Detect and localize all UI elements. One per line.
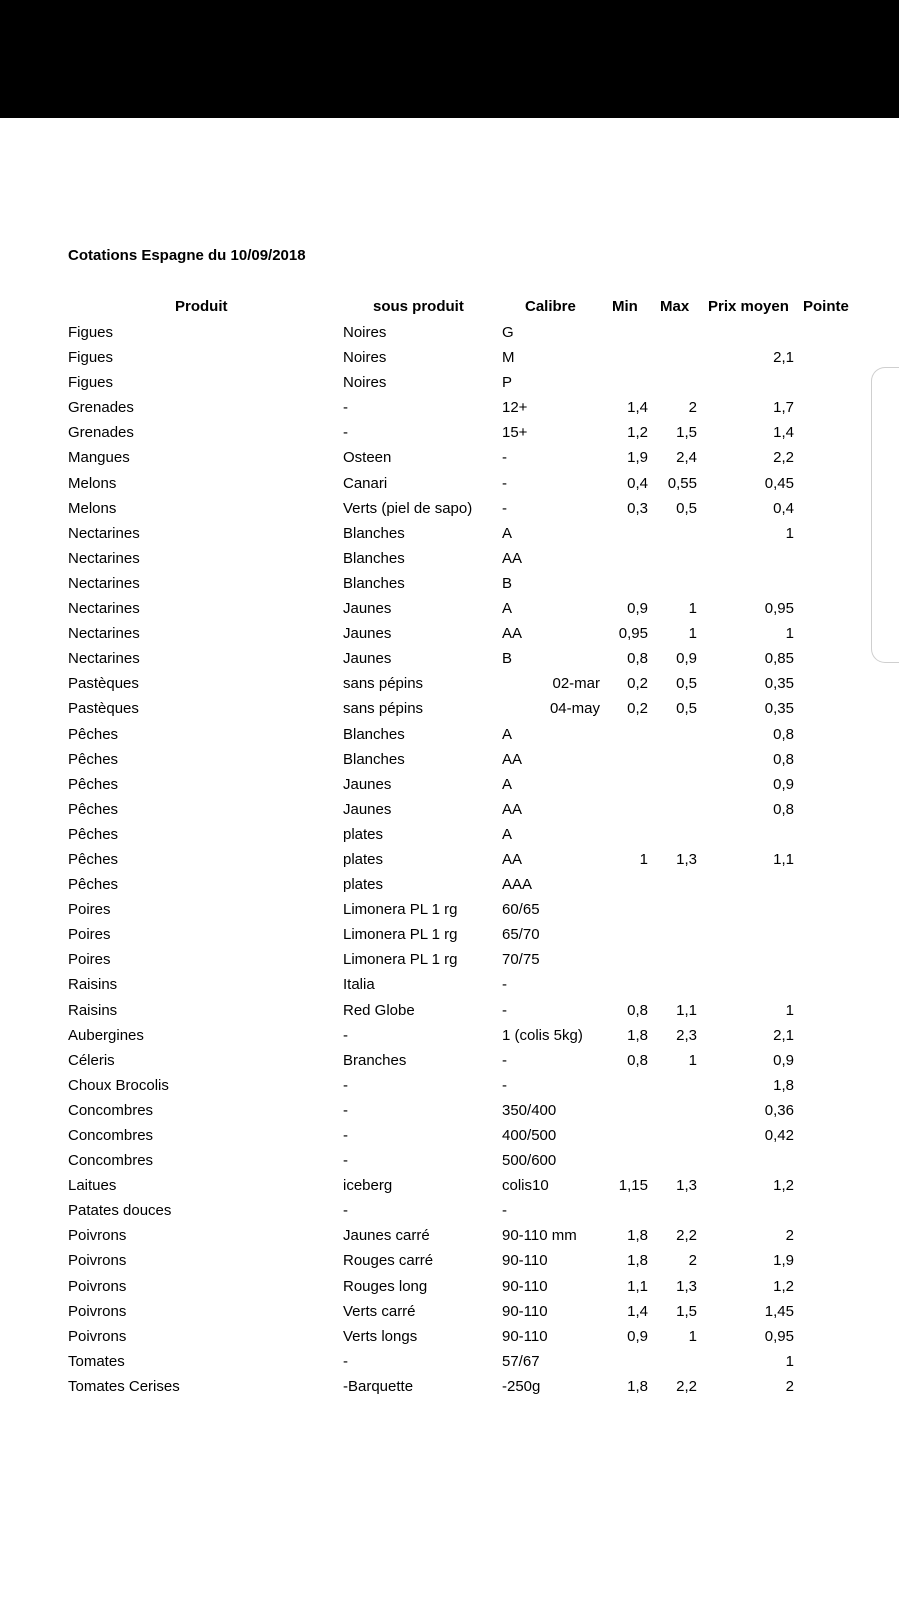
cell-prix-moyen: 1,2 <box>773 1177 794 1195</box>
table-row <box>0 1123 899 1148</box>
cell-sous-produit: - <box>343 1202 348 1220</box>
cell-calibre: AAA <box>502 876 533 894</box>
cell-sous-produit: Jaunes <box>343 650 392 668</box>
cell-calibre: 65/70 <box>502 926 540 944</box>
cell-sous-produit: Jaunes <box>343 775 392 793</box>
cell-sous-produit: - <box>343 424 348 442</box>
table-row <box>0 998 899 1023</box>
table-row <box>0 1223 899 1248</box>
cell-produit: Pastèques <box>68 700 139 718</box>
cell-produit: Melons <box>68 474 117 492</box>
cell-max: 2 <box>688 399 697 417</box>
table-row <box>0 671 899 696</box>
cell-produit: Melons <box>68 499 117 517</box>
table-row <box>0 496 899 521</box>
table-row <box>0 1023 899 1048</box>
cell-prix-moyen: 1,8 <box>773 1076 794 1094</box>
cell-prix-moyen: 2,1 <box>773 349 794 367</box>
cell-min: 1,8 <box>627 1227 648 1245</box>
cell-sous-produit: Branches <box>343 1051 407 1069</box>
cell-sous-produit: Noires <box>343 374 387 392</box>
cell-sous-produit: Verts carré <box>343 1302 416 1320</box>
cell-calibre: -250g <box>502 1377 541 1395</box>
cell-calibre: - <box>502 1051 507 1069</box>
header-prix-moyen: Prix moyen <box>708 298 789 315</box>
cell-sous-produit: sans pépins <box>343 700 424 718</box>
cell-produit: Nectarines <box>68 650 140 668</box>
table-row <box>0 471 899 496</box>
table-row <box>0 1098 899 1123</box>
cell-min: 0,95 <box>618 625 648 643</box>
cell-produit: Grenades <box>68 424 134 442</box>
cell-calibre: B <box>502 650 513 668</box>
cell-sous-produit: Rouges long <box>343 1277 428 1295</box>
cell-calibre: 500/600 <box>502 1152 557 1170</box>
cell-prix-moyen: 0,95 <box>764 1327 794 1345</box>
table-row <box>0 1349 899 1374</box>
cell-calibre: AA <box>502 750 523 768</box>
cell-produit: Pêches <box>68 750 119 768</box>
cell-max: 1 <box>688 1327 697 1345</box>
cell-calibre: 90-110 <box>502 1327 548 1345</box>
cell-sous-produit: - <box>343 1026 348 1044</box>
table-row <box>0 696 899 721</box>
cell-sous-produit: plates <box>343 876 384 894</box>
cell-max: 2,4 <box>676 449 697 467</box>
cell-produit: Pêches <box>68 876 119 894</box>
cell-calibre: 12+ <box>502 399 528 417</box>
cell-min: 0,2 <box>627 675 648 693</box>
cell-sous-produit: - <box>343 1352 348 1370</box>
cell-calibre: A <box>502 775 513 793</box>
table-row <box>0 972 899 997</box>
table-row <box>0 370 899 395</box>
cell-calibre: 90-110 mm <box>502 1227 577 1245</box>
cell-produit: Pêches <box>68 775 119 793</box>
price-table-body <box>0 320 899 1399</box>
table-row <box>0 596 899 621</box>
cell-calibre: G <box>502 324 514 341</box>
cell-max: 1,3 <box>676 850 697 868</box>
cell-prix-moyen: 1 <box>785 1352 794 1370</box>
cell-min: 1,4 <box>627 1302 648 1320</box>
cell-sous-produit: Verts (piel de sapo) <box>343 499 473 517</box>
cell-prix-moyen: 0,42 <box>764 1127 794 1144</box>
cell-calibre: - <box>502 1202 507 1220</box>
table-row <box>0 1048 899 1073</box>
table-row <box>0 546 899 571</box>
header-calibre: Calibre <box>525 298 576 315</box>
cell-produit: Poivrons <box>68 1277 127 1295</box>
cell-min: 1,9 <box>627 449 648 467</box>
document-title: Cotations Espagne du 10/09/2018 <box>68 247 306 264</box>
table-row <box>0 1148 899 1173</box>
cell-produit: Pêches <box>68 725 119 743</box>
cell-max: 1 <box>688 625 697 643</box>
cell-max: 1,5 <box>676 1302 697 1320</box>
cell-min: 0,8 <box>627 650 648 668</box>
cell-produit: Poires <box>68 951 111 969</box>
cell-calibre: AA <box>502 625 523 643</box>
cell-prix-moyen: 1,1 <box>773 850 794 868</box>
header-produit: Produit <box>175 298 228 315</box>
table-row <box>0 847 899 872</box>
cell-calibre: B <box>502 574 513 592</box>
cell-prix-moyen: 0,8 <box>773 800 794 818</box>
cell-calibre: 90-110 <box>502 1277 548 1295</box>
cell-max: 0,55 <box>667 474 697 492</box>
cell-max: 2,3 <box>676 1026 697 1044</box>
cell-prix-moyen: 1 <box>785 524 794 542</box>
cell-max: 0,5 <box>676 675 697 693</box>
cell-sous-produit: plates <box>343 825 384 843</box>
cell-sous-produit: Blanches <box>343 524 405 542</box>
cell-calibre: - <box>502 474 507 492</box>
cell-min: 1,1 <box>627 1277 648 1295</box>
cell-min: 0,8 <box>627 1051 648 1069</box>
cell-produit: Poires <box>68 926 111 944</box>
table-row <box>0 1374 899 1399</box>
cell-max: 1,5 <box>676 424 697 442</box>
cell-min: 1,8 <box>627 1026 648 1044</box>
cell-max: 1 <box>688 600 697 618</box>
cell-sous-produit: Blanches <box>343 750 405 768</box>
cell-produit: Poivrons <box>68 1302 127 1320</box>
cell-prix-moyen: 1,2 <box>773 1277 794 1295</box>
cell-calibre: A <box>502 825 513 843</box>
cell-max: 2 <box>688 1252 697 1270</box>
cell-produit: Céleris <box>68 1051 115 1069</box>
cell-sous-produit: Jaunes <box>343 600 392 618</box>
cell-prix-moyen: 2,1 <box>773 1026 794 1044</box>
cell-calibre: 70/75 <box>502 951 540 969</box>
cell-sous-produit: iceberg <box>343 1177 393 1195</box>
cell-prix-moyen: 2 <box>785 1377 794 1395</box>
table-row <box>0 922 899 947</box>
cell-min: 1,4 <box>627 399 648 417</box>
cell-calibre: - <box>502 1076 507 1094</box>
cell-sous-produit: Red Globe <box>343 1001 415 1019</box>
cell-produit: Poivrons <box>68 1227 127 1245</box>
cell-min: 0,2 <box>627 700 648 718</box>
cell-sous-produit: Osteen <box>343 449 392 467</box>
cell-produit: Tomates <box>68 1352 125 1370</box>
cell-prix-moyen: 2,2 <box>773 449 794 467</box>
cell-max: 0,5 <box>676 700 697 718</box>
cell-max: 2,2 <box>676 1227 697 1245</box>
cell-sous-produit: Jaunes <box>343 625 392 643</box>
cell-sous-produit: Blanches <box>343 549 405 567</box>
cell-calibre: - <box>502 1001 507 1019</box>
table-row <box>0 872 899 897</box>
cell-produit: Figues <box>68 349 114 367</box>
table-row <box>0 772 899 797</box>
header-sous-produit: sous produit <box>373 298 464 315</box>
cell-sous-produit: Limonera PL 1 rg <box>343 951 458 969</box>
cell-calibre: A <box>502 725 513 743</box>
cell-produit: Poivrons <box>68 1252 127 1270</box>
cell-min: 1,15 <box>618 1177 648 1195</box>
cell-calibre: 90-110 <box>502 1252 548 1270</box>
cell-min: 1,8 <box>627 1252 648 1270</box>
cell-produit: Figues <box>68 324 114 341</box>
cell-calibre: 350/400 <box>502 1101 557 1119</box>
table-row <box>0 420 899 445</box>
cell-prix-moyen: 1,45 <box>764 1302 794 1320</box>
cell-prix-moyen: 0,95 <box>764 600 794 618</box>
cell-prix-moyen: 1,9 <box>773 1252 794 1270</box>
cell-prix-moyen: 1 <box>785 1001 794 1019</box>
cell-min: 0,8 <box>627 1001 648 1019</box>
cell-min: 1,8 <box>627 1377 648 1395</box>
cell-produit: Mangues <box>68 449 130 467</box>
cell-sous-produit: Rouges carré <box>343 1252 434 1270</box>
cell-calibre: M <box>502 349 515 367</box>
cell-sous-produit: Noires <box>343 349 387 367</box>
cell-min: 1,2 <box>627 424 648 442</box>
cell-prix-moyen: 0,8 <box>773 750 794 768</box>
cell-calibre: - <box>502 499 507 517</box>
table-row <box>0 320 899 345</box>
cell-sous-produit: Noires <box>343 324 387 341</box>
cell-produit: Pêches <box>68 850 119 868</box>
cell-produit: Nectarines <box>68 600 140 618</box>
cell-prix-moyen: 0,4 <box>773 499 794 517</box>
table-row <box>0 1299 899 1324</box>
cell-produit: Concombres <box>68 1101 154 1119</box>
table-row <box>0 797 899 822</box>
table-row <box>0 445 899 470</box>
cell-sous-produit: - <box>343 399 348 417</box>
cell-produit: Aubergines <box>68 1026 144 1044</box>
cell-prix-moyen: 0,35 <box>764 675 794 693</box>
cell-max: 1 <box>688 1051 697 1069</box>
table-row <box>0 822 899 847</box>
cell-produit: Figues <box>68 374 114 392</box>
cell-prix-moyen: 0,9 <box>773 775 794 793</box>
cell-produit: Pêches <box>68 800 119 818</box>
table-row <box>0 1324 899 1349</box>
cell-produit: Pastèques <box>68 675 139 693</box>
cell-min: 1 <box>639 850 648 868</box>
cell-sous-produit: - <box>343 1152 348 1170</box>
header-pointe: Pointe <box>803 298 849 315</box>
header-max: Max <box>660 298 690 315</box>
cell-prix-moyen: 1,7 <box>773 399 794 417</box>
cell-max: 2,2 <box>676 1377 697 1395</box>
table-row <box>0 1198 899 1223</box>
cell-sous-produit: Limonera PL 1 rg <box>343 926 458 944</box>
cell-produit: Poires <box>68 901 111 919</box>
cell-produit: Concombres <box>68 1127 154 1144</box>
table-row <box>0 747 899 772</box>
cell-produit: Raisins <box>68 976 118 994</box>
table-row <box>0 521 899 546</box>
table-row <box>0 1073 899 1098</box>
cell-calibre: 60/65 <box>502 901 540 919</box>
cell-produit: Nectarines <box>68 625 140 643</box>
table-row <box>0 947 899 972</box>
cell-calibre: colis10 <box>502 1177 549 1195</box>
cell-calibre: 90-110 <box>502 1302 548 1320</box>
cell-calibre: 04-may <box>549 700 600 718</box>
cell-produit: Nectarines <box>68 574 140 592</box>
cell-max: 0,5 <box>676 499 697 517</box>
cell-prix-moyen: 0,8 <box>773 725 794 743</box>
cell-prix-moyen: 1,4 <box>773 424 794 442</box>
cell-produit: Nectarines <box>68 524 140 542</box>
cell-calibre: 02-mar <box>552 675 600 693</box>
cell-sous-produit: Blanches <box>343 574 405 592</box>
cell-calibre: AA <box>502 800 523 818</box>
cell-calibre: - <box>502 976 507 994</box>
cell-calibre: 1 (colis 5kg) <box>502 1026 583 1044</box>
cell-min: 0,9 <box>627 600 648 618</box>
cell-calibre: A <box>502 600 513 618</box>
cell-produit: Grenades <box>68 399 134 417</box>
cell-min: 0,9 <box>627 1327 648 1345</box>
header-min: Min <box>612 298 638 315</box>
cell-min: 0,3 <box>627 499 648 517</box>
cell-max: 0,9 <box>676 650 697 668</box>
cell-calibre: 400/500 <box>502 1127 557 1144</box>
cell-produit: Tomates Cerises <box>68 1377 180 1395</box>
cell-max: 1,3 <box>676 1177 697 1195</box>
cell-sous-produit: Blanches <box>343 725 405 743</box>
cell-produit: Poivrons <box>68 1327 127 1345</box>
cell-sous-produit: - <box>343 1127 348 1144</box>
cell-sous-produit: -Barquette <box>343 1377 414 1395</box>
cell-prix-moyen: 0,85 <box>764 650 794 668</box>
cell-calibre: - <box>502 449 507 467</box>
cell-max: 1,3 <box>676 1277 697 1295</box>
cell-sous-produit: - <box>343 1076 348 1094</box>
cell-calibre: AA <box>502 850 523 868</box>
cell-produit: Raisins <box>68 1001 118 1019</box>
cell-sous-produit: Verts longs <box>343 1327 418 1345</box>
cell-calibre: A <box>502 524 513 542</box>
cell-calibre: P <box>502 374 513 392</box>
cell-produit: Concombres <box>68 1152 154 1170</box>
page-curl-edge <box>871 367 899 663</box>
table-row <box>0 722 899 747</box>
table-row <box>0 1274 899 1299</box>
cell-sous-produit: Italia <box>343 976 375 994</box>
table-row <box>0 897 899 922</box>
cell-sous-produit: plates <box>343 850 384 868</box>
cell-calibre: AA <box>502 549 523 567</box>
cell-produit: Choux Brocolis <box>68 1076 169 1094</box>
cell-prix-moyen: 2 <box>785 1227 794 1245</box>
cell-produit: Nectarines <box>68 549 140 567</box>
table-row <box>0 646 899 671</box>
cell-max: 1,1 <box>676 1001 697 1019</box>
cell-produit: Patates douces <box>68 1202 172 1220</box>
cell-prix-moyen: 0,36 <box>764 1101 794 1119</box>
cell-sous-produit: - <box>343 1101 348 1119</box>
cell-sous-produit: sans pépins <box>343 675 424 693</box>
cell-sous-produit: Jaunes carré <box>343 1227 430 1245</box>
cell-sous-produit: Canari <box>343 474 388 492</box>
cell-prix-moyen: 0,9 <box>773 1051 794 1069</box>
table-row <box>0 1248 899 1273</box>
cell-prix-moyen: 1 <box>785 625 794 643</box>
cell-produit: Pêches <box>68 825 119 843</box>
cell-min: 0,4 <box>627 474 648 492</box>
cell-produit: Laitues <box>68 1177 117 1195</box>
table-row <box>0 395 899 420</box>
cell-calibre: 15+ <box>502 424 528 442</box>
cell-sous-produit: Limonera PL 1 rg <box>343 901 458 919</box>
cell-sous-produit: Jaunes <box>343 800 392 818</box>
table-row <box>0 1173 899 1198</box>
table-row <box>0 345 899 370</box>
cell-prix-moyen: 0,45 <box>764 474 794 492</box>
cell-calibre: 57/67 <box>502 1352 540 1370</box>
table-row <box>0 571 899 596</box>
table-row <box>0 621 899 646</box>
cell-prix-moyen: 0,35 <box>764 700 794 718</box>
